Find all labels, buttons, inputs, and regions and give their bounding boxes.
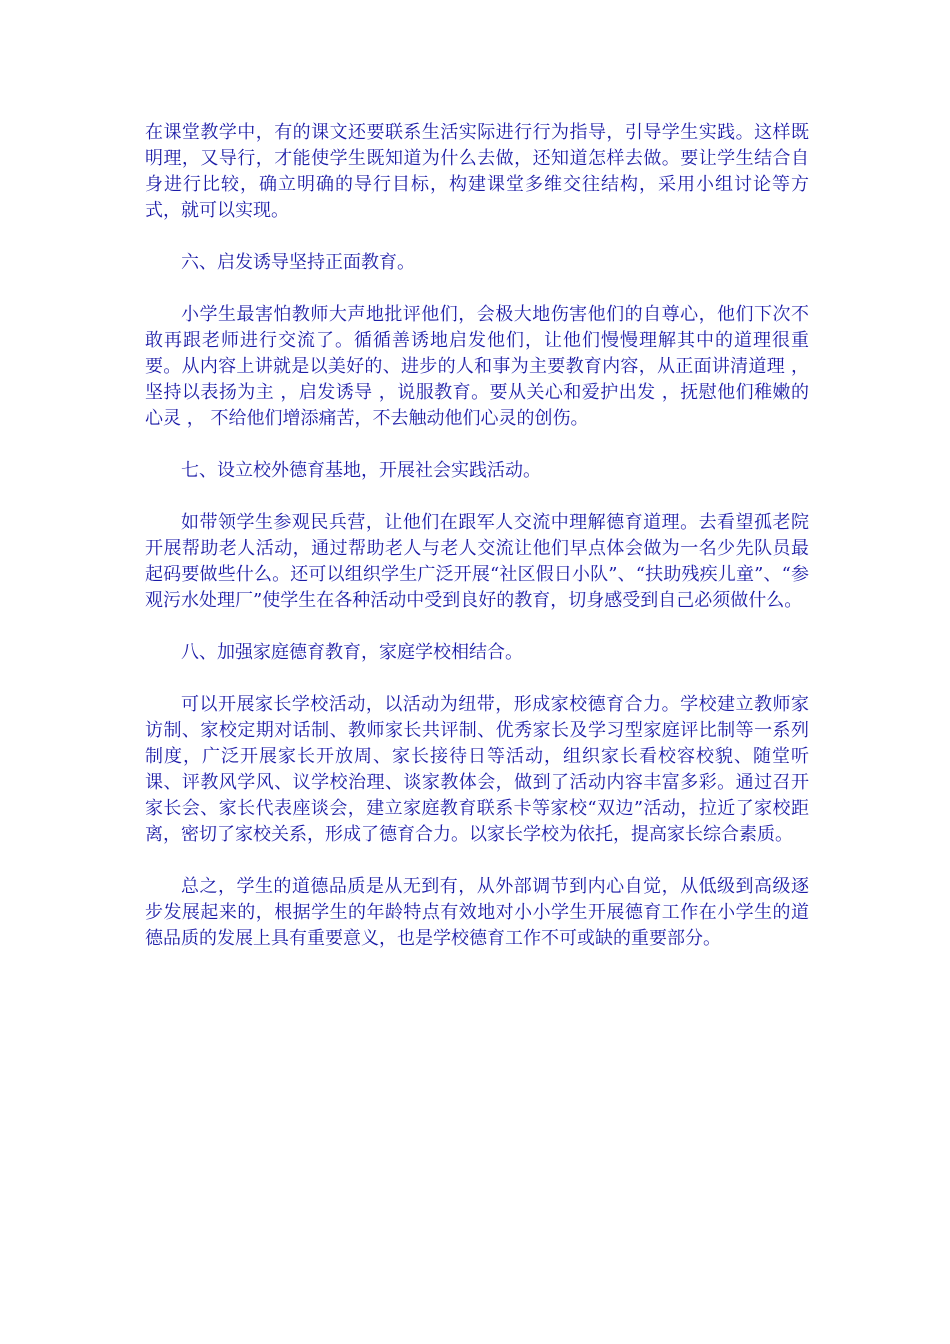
section-heading-7: 七、设立校外德育基地，开展社会实践活动。 — [181, 460, 541, 481]
paragraph-section-6: 小学生最害怕教师大声地批评他们，会极大地伤害他们的自尊心，他们下次不敢再跟老师进行交流了。循循善诱地启发他们，让他们慢慢理解其中的道理很重要。从内容上讲就是以美好的、进步的人和事为主要教育内容，从正面讲清道理 ，坚持以表扬为主 ，启发诱导 ，说服教育。要从关心和爱护出发 ，抚慰他们稚嫩的心灵 ， 不给他们增添痛苦，不去触动他们心灵的创伤。 — [145, 304, 809, 429]
paragraph-section-7: 如带领学生参观民兵营，让他们在跟军人交流中理解德育道理。去看望孤老院开展帮助老人活动，通过帮助老人与老人交流让他们早点体会做为一名少先队员最起码要做些什么。还可以组织学生广泛开展“社区假日小队”、“扶助残疾儿童”、“参观污水处理厂”使学生在各种活动中受到良好的教育，切身感受到自己必须做什么。 — [145, 512, 809, 611]
paragraph-continued: 在课堂教学中，有的课文还要联系生活实际进行行为指导，引导学生实践。这样既明理，又导行，才能使学生既知道为什么去做，还知道怎样去做。要让学生结合自身进行比较，确立明确的导行目标，构建课堂多维交往结构，采用小组讨论等方式，就可以实现。 — [145, 122, 809, 221]
document-page — [145, 120, 809, 978]
section-heading-8: 八、加强家庭德育教育，家庭学校相结合。 — [181, 642, 523, 663]
paragraph-conclusion: 总之，学生的道德品质是从无到有，从外部调节到内心自觉，从低级到高级逐步发展起来的，根据学生的年龄特点有效地对小小学生开展德育工作在小学生的道德品质的发展上具有重要意义，也是学校德育工作不可或缺的重要部分。 — [145, 876, 809, 949]
paragraph-section-8: 可以开展家长学校活动，以活动为纽带，形成家校德育合力。学校建立教师家访制、家校定期对话制、教师家长共评制、优秀家长及学习型家庭评比制等一系列制度，广泛开展家长开放周、家长接待日等活动，组织家长看校容校貌、随堂听课、评教风学风、议学校治理、谈家教体会，做到了活动内容丰富多彩。通过召开家长会、家长代表座谈会，建立家庭教育联系卡等家校“双边”活动，拉近了家校距离，密切了家校关系，形成了德育合力。以家长学校为依托，提高家长综合素质。 — [145, 694, 809, 845]
section-heading-6: 六、启发诱导坚持正面教育。 — [181, 252, 415, 273]
